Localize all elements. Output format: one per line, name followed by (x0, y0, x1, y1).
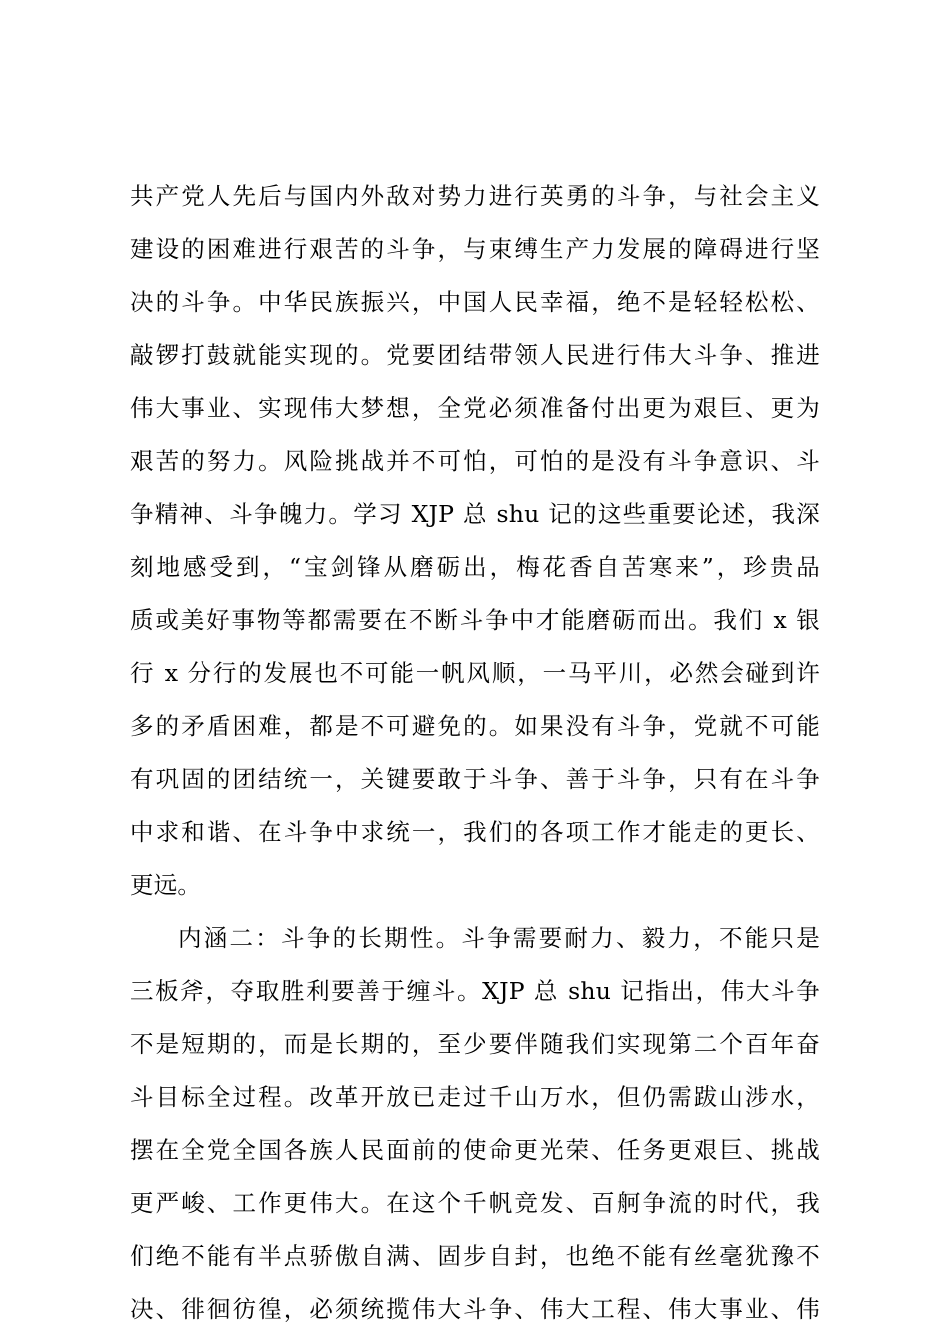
paragraph-line: 伟大事业、实现伟大梦想，全党必须准备付出更为艰巨、更为 (130, 394, 820, 422)
paragraph-line: 不是短期的，而是长期的，至少要伴随我们实现第二个百年奋 (130, 1030, 820, 1058)
paragraph-line: 质或美好事物等都需要在不断斗争中才能磨砺而出。我们 x 银 (130, 606, 820, 634)
paragraph-line: 决的斗争。中华民族振兴，中国人民幸福，绝不是轻轻松松、 (130, 288, 820, 316)
paragraph-line: 们绝不能有半点骄傲自满、固步自封，也绝不能有丝毫犹豫不 (130, 1242, 820, 1270)
paragraph-line: 更严峻、工作更伟大。在这个千帆竞发、百舸争流的时代，我 (130, 1189, 820, 1217)
paragraph-line: 刻地感受到，“宝剑锋从磨砺出，梅花香自苦寒来”，珍贵品 (130, 553, 820, 581)
paragraph-line: 艰苦的努力。风险挑战并不可怕，可怕的是没有斗争意识、斗 (130, 447, 820, 475)
paragraph-line: 争精神、斗争魄力。学习 XJP 总 shu 记的这些重要论述，我深 (130, 500, 820, 528)
paragraph-line: 多的矛盾困难，都是不可避免的。如果没有斗争，党就不可能 (130, 712, 820, 740)
paragraph-line: 斗目标全过程。改革开放已走过千山万水，但仍需跋山涉水， (130, 1083, 820, 1111)
paragraph-line: 行 x 分行的发展也不可能一帆风顺，一马平川，必然会碰到许 (130, 659, 820, 687)
paragraph-line: 敲锣打鼓就能实现的。党要团结带领人民进行伟大斗争、推进 (130, 341, 820, 369)
paragraph-line: 中求和谐、在斗争中求统一，我们的各项工作才能走的更长、 (130, 818, 820, 846)
paragraph-line: 共产党人先后与国内外敌对势力进行英勇的斗争，与社会主义 (130, 182, 820, 210)
paragraph-line: 有巩固的团结统一，关键要敢于斗争、善于斗争，只有在斗争 (130, 765, 820, 793)
paragraph-line: 三板斧，夺取胜利要善于缠斗。XJP 总 shu 记指出，伟大斗争 (130, 977, 820, 1005)
paragraph-line: 内涵二：斗争的长期性。斗争需要耐力、毅力，不能只是 (178, 924, 820, 952)
paragraph-line: 建设的困难进行艰苦的斗争，与束缚生产力发展的障碍进行坚 (130, 235, 820, 263)
paragraph-line: 决、徘徊彷徨，必须统揽伟大斗争、伟大工程、伟大事业、伟 (130, 1295, 820, 1323)
paragraph-line: 更远。 (130, 871, 202, 899)
paragraph-line: 摆在全党全国各族人民面前的使命更光荣、任务更艰巨、挑战 (130, 1136, 820, 1164)
